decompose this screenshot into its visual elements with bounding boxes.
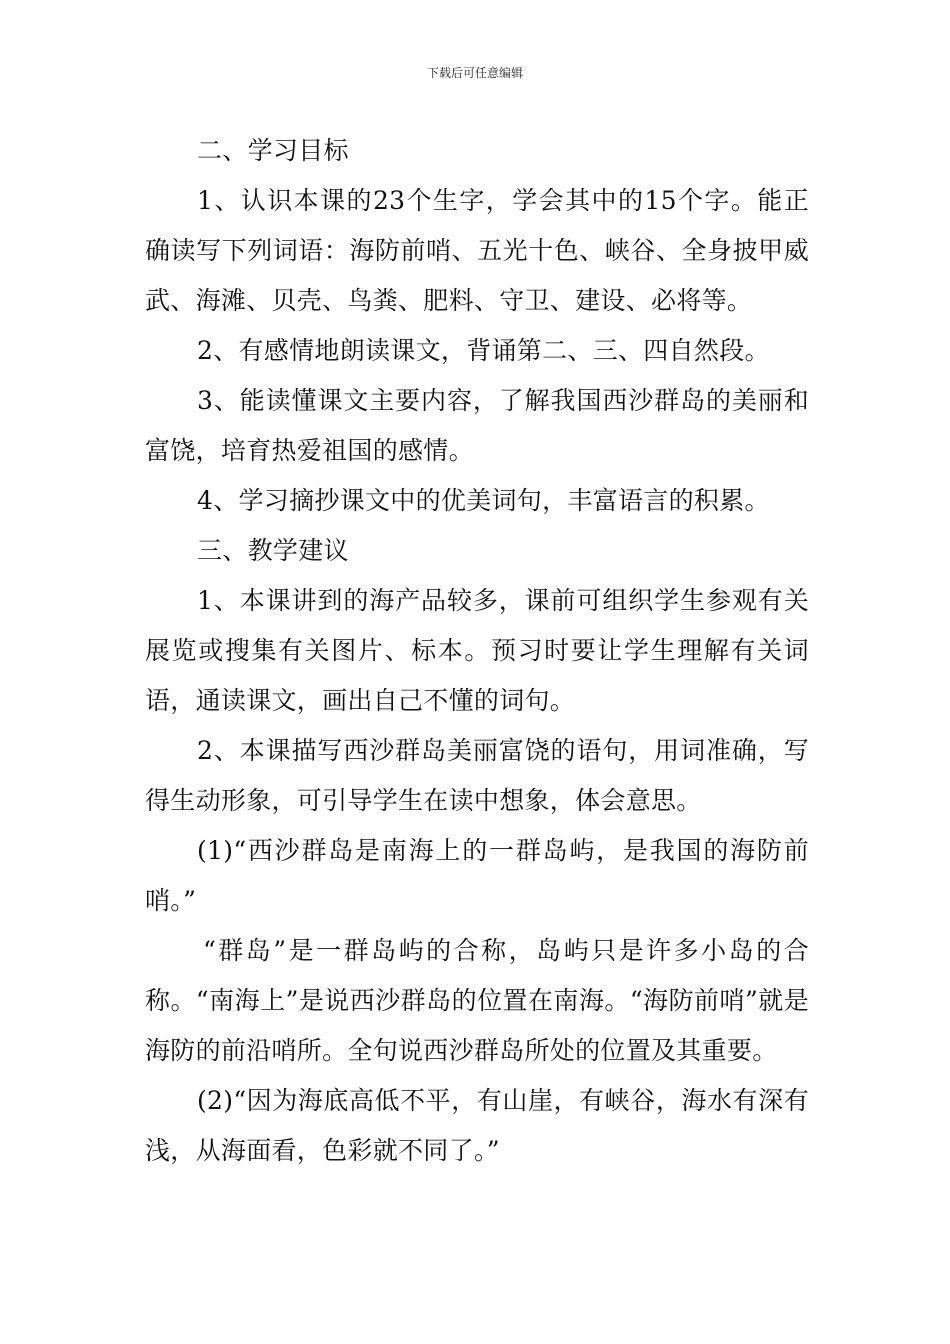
goal-item-1: 1、认识本课的23个生字，学会其中的15个字。能正确读写下列词语：海防前哨、五光十色、峡谷、全身披甲威武、海滩、贝壳、鸟粪、肥料、守卫、建设、必将等。 <box>145 186 809 315</box>
suggestion-item-1: 1、本课讲到的海产品较多，课前可组织学生参观有关展览或搜集有关图片、标本。预习时要让学生理解有关词语，通读课文，画出自己不懂的词句。 <box>145 586 809 715</box>
quoted-sentence-1: (1)“西沙群岛是南海上的一群岛屿，是我国的海防前哨。” <box>145 836 809 915</box>
section-heading-suggestions: 三、教学建议 <box>197 536 349 565</box>
quoted-sentence-2: (2)“因为海底高低不平，有山崖，有峡谷，海水有深有浅，从海面看，色彩就不同了。” <box>145 1086 809 1165</box>
explanation-1: “群岛”是一群岛屿的合称，岛屿只是许多小岛的合称。“南海上”是说西沙群岛的位置在南海。“海防前哨”就是海防的前沿哨所。全句说西沙群岛所处的位置及其重要。 <box>145 936 809 1065</box>
suggestion-item-2: 2、本课描写西沙群岛美丽富饶的语句，用词准确，写得生动形象，可引导学生在读中想象，体会意思。 <box>145 736 809 815</box>
section-heading-goals: 二、学习目标 <box>197 136 349 165</box>
document-body <box>145 126 809 1176</box>
goal-item-2: 2、有感情地朗读课文，背诵第二、三、四自然段。 <box>197 336 770 365</box>
goal-item-3: 3、能读懂课文主要内容，了解我国西沙群岛的美丽和富饶，培育热爱祖国的感情。 <box>145 386 809 465</box>
goal-item-4: 4、学习摘抄课文中的优美词句，丰富语言的积累。 <box>197 486 770 515</box>
page-header: 下载后可任意编辑 <box>426 66 523 80</box>
